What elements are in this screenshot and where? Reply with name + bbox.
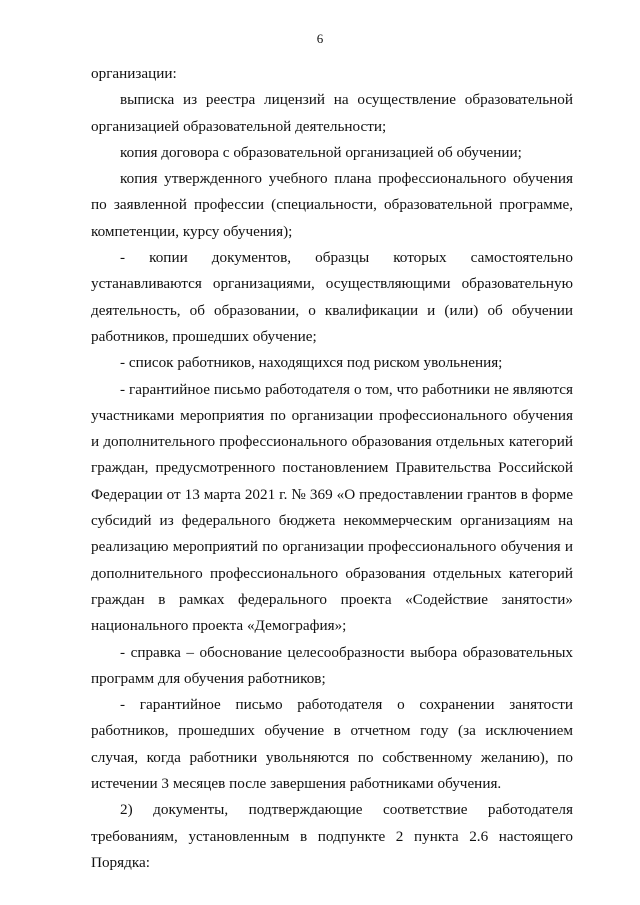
paragraph-guarantee-letter: - гарантийное письмо работодателя о том, что работники не являются участниками мероприятия по организации профессионального обучения и дополнительного профессионального образования отдельных категорий граждан, предусмотренного постановлением Правительства Российской Федерации от 13 марта 2021 г. № 369 «О предоставлении грантов в форме субсидий из федерального бюджета некоммерческим организациям на реализацию мероприятий по организации профессионального обучения и дополнительного профессионального образования отдельных категорий граждан в рамках федерального проекта «Содействие занятости» национального проекта «Демография»; xyxy=(91,380,573,635)
paragraph-contract-copy: копия договора с образовательной организацией об обучении; xyxy=(120,143,522,161)
paragraph-justification: - справка – обоснование целесообразности выбора образовательных программ для обучения работников; xyxy=(91,643,573,687)
paragraph-education-documents: - копии документов, образцы которых самостоятельно устанавливаются организациями, осуществляющими образовательную деятельность, об образовании, о квалификации и (или) об обучении работников, прошедших обучение; xyxy=(91,249,573,345)
document-body xyxy=(91,61,573,876)
page-number: 6 xyxy=(316,31,324,46)
paragraph-license-extract: выписка из реестра лицензий на осуществление образовательной организацией образовательной деятельности; xyxy=(91,91,573,135)
paragraph-continuation: организации: xyxy=(91,65,177,82)
paragraph-compliance-documents: 2) документы, подтверждающие соответствие работодателя требованиям, установленным в подпункте 2 пункта 2.6 настоящего Порядка: xyxy=(91,801,573,871)
paragraph-employee-list: - список работников, находящихся под риском увольнения; xyxy=(120,354,503,372)
paragraph-curriculum-copy: копия утвержденного учебного плана профессионального обучения по заявленной профессии (специальности, образовательной программе, компетенции, курсу обучения); xyxy=(91,170,573,240)
paragraph-employment-guarantee: - гарантийное письмо работодателя о сохранении занятости работников, прошедших обучение в отчетном году (за исключением случая, когда работники увольняются по собственному желанию), по истечении 3 месяцев после завершения работниками обучения. xyxy=(91,696,573,793)
